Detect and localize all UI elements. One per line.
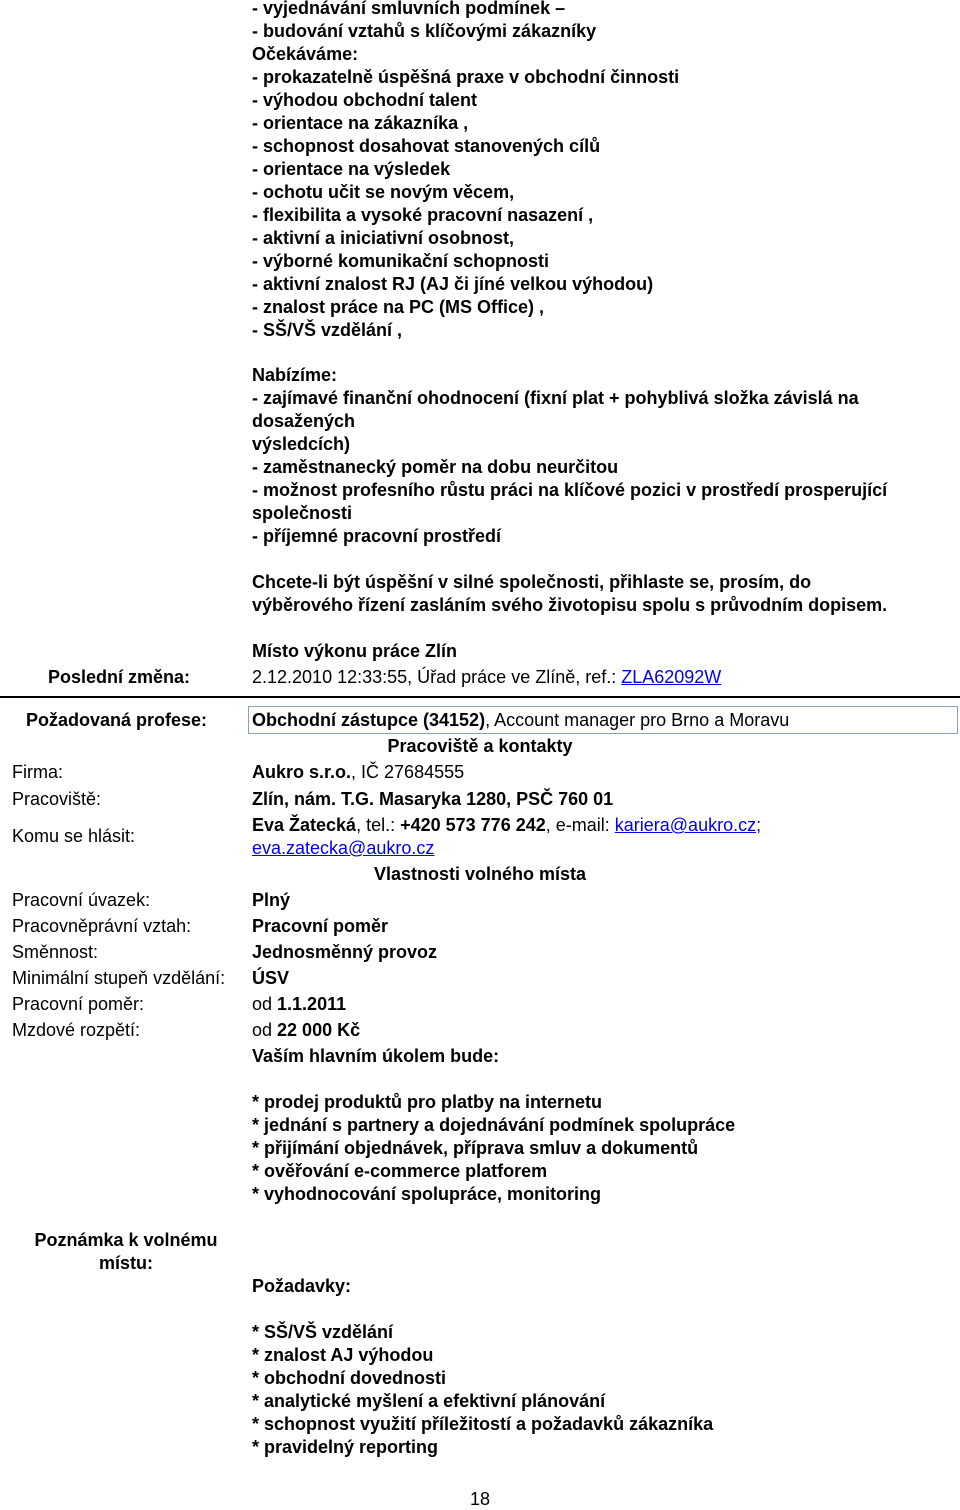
- profession-label: Požadovaná profese:: [26, 710, 208, 730]
- text-line: - aktivní znalost RJ (AJ či jíné velkou výhodou): [252, 274, 654, 294]
- profession-value: [252, 709, 789, 731]
- email-link[interactable]: kariera@aukro.cz;: [614, 815, 762, 835]
- note-label: místu:: [99, 1253, 153, 1273]
- section-heading-properties: Vlastnosti volného místa: [373, 864, 587, 884]
- prop-value: ÚSV: [252, 968, 290, 988]
- requirements-heading: Požadavky:: [252, 1276, 352, 1296]
- task-item: * jednání s partnery a dojednávání podmínek spolupráce: [252, 1115, 736, 1135]
- offer-line: - zaměstnanecký poměr na dobu neurčitou: [252, 457, 619, 477]
- requirement-item: * analytické myšlení a efektivní plánování: [252, 1391, 606, 1411]
- task-item: * prodej produktů pro platby na internetu: [252, 1092, 603, 1112]
- prop-label: Minimální stupeň vzdělání:: [12, 968, 226, 988]
- place-of-work: Místo výkonu práce Zlín: [252, 641, 458, 661]
- task-item: * ověřování e-commerce platforem: [252, 1161, 548, 1181]
- prop-value: Pracovní poměr: [252, 916, 389, 936]
- contact-email-line: [252, 837, 434, 859]
- text-line: - budování vztahů s klíčovými zákazníky: [252, 21, 597, 41]
- contact-tel: +420 573 776 242: [400, 815, 546, 835]
- prop-value: Plný: [252, 890, 291, 910]
- divider: [0, 696, 960, 698]
- prop-label: Pracovněprávní vztah:: [12, 916, 192, 936]
- prop-label: Směnnost:: [12, 942, 99, 962]
- workplace-value: Zlín, nám. T.G. Masaryka 1280, PSČ 760 01: [252, 789, 614, 809]
- task-item: * přijímání objednávek, příprava smluv a dokumentů: [252, 1138, 699, 1158]
- offer-line: výsledcích): [252, 434, 351, 454]
- profession-title: Obchodní zástupce (34152): [252, 710, 486, 730]
- page-number: 18: [470, 1489, 491, 1509]
- text-line: - flexibilita a vysoké pracovní nasazení ,: [252, 205, 594, 225]
- salary-label: Mzdové rozpětí:: [12, 1020, 141, 1040]
- last-change-text: 2.12.2010 12:33:55, Úřad práce ve Zlíně, ref.:: [252, 667, 622, 687]
- text-line: - vyjednávání smluvních podmínek –: [252, 0, 566, 18]
- email-link[interactable]: eva.zatecka@aukro.cz: [252, 838, 435, 858]
- requirement-item: * obchodní dovednosti: [252, 1368, 446, 1388]
- last-change-label: Poslední změna:: [48, 667, 191, 687]
- offer-line: dosažených: [252, 411, 356, 431]
- employment-start-value: [252, 993, 346, 1015]
- offer-line: - možnost profesního růstu práci na klíčové pozici v prostředí prosperující: [252, 480, 888, 500]
- prop-label: Pracovní úvazek:: [12, 890, 151, 910]
- note-label: Poznámka k volnému: [34, 1230, 218, 1250]
- email-label: , e-mail:: [545, 815, 615, 835]
- offer-line: - příjemné pracovní prostředí: [252, 526, 502, 546]
- contact-value: [252, 814, 761, 836]
- requirement-item: * schopnost využití příležitostí a požadavků zákazníka: [252, 1414, 714, 1434]
- company-name: Aukro s.r.o.: [252, 762, 352, 782]
- text-line: - aktivní a iniciativní osobnost,: [252, 228, 515, 248]
- company-id: , IČ 27684555: [351, 762, 465, 782]
- employment-start-label: Pracovní poměr:: [12, 994, 145, 1014]
- company-label: Firma:: [12, 762, 63, 782]
- company-value: [252, 761, 464, 783]
- apply-text: Chcete-li být úspěšní v silné společnosti, přihlaste se, prosím, do: [252, 572, 812, 592]
- workplace-label: Pracoviště:: [12, 789, 102, 809]
- profession-rest: , Account manager pro Brno a Moravu: [485, 710, 790, 730]
- text-line: - výhodou obchodní talent: [252, 90, 477, 110]
- section-heading-workplace: Pracoviště a kontakty: [387, 736, 573, 756]
- prop-value: Jednosměnný provoz: [252, 942, 438, 962]
- task-heading: Vaším hlavním úkolem bude:: [252, 1046, 500, 1066]
- text-line: - prokazatelně úspěšná praxe v obchodní činnosti: [252, 67, 680, 87]
- requirement-item: * znalost AJ výhodou: [252, 1345, 434, 1365]
- offer-line: společnosti: [252, 503, 353, 523]
- contact-label: Komu se hlásit:: [12, 826, 136, 846]
- employment-start-prefix: od: [252, 994, 278, 1014]
- text-line: - výborné komunikační schopnosti: [252, 251, 550, 271]
- last-change-value: [252, 666, 721, 688]
- offer-line: - zajímavé finanční ohodnocení (fixní plat + pohyblivá složka závislá na: [252, 388, 859, 408]
- requirement-item: * SŠ/VŠ vzdělání: [252, 1322, 394, 1342]
- requirement-item: * pravidelný reporting: [252, 1437, 439, 1457]
- text-line: - znalost práce na PC (MS Office) ,: [252, 297, 545, 317]
- text-line: - ochotu učit se novým věcem,: [252, 182, 515, 202]
- offer-heading: Nabízíme:: [252, 365, 338, 385]
- text-line: - orientace na výsledek: [252, 159, 451, 179]
- apply-text: výběrového řízení zasláním svého životopisu spolu s průvodním dopisem.: [252, 595, 888, 615]
- text-line: - orientace na zákazníka ,: [252, 113, 469, 133]
- text-line: - schopnost dosahovat stanovených cílů: [252, 136, 601, 156]
- text-line: - SŠ/VŠ vzdělání ,: [252, 320, 403, 340]
- contact-name: Eva Žatecká: [252, 815, 357, 835]
- tel-label: , tel.:: [356, 815, 401, 835]
- salary-value: [252, 1019, 360, 1041]
- task-item: * vyhodnocování spolupráce, monitoring: [252, 1184, 602, 1204]
- section-heading: Očekáváme:: [252, 44, 359, 64]
- salary-amount: 22 000 Kč: [277, 1020, 361, 1040]
- salary-prefix: od: [252, 1020, 278, 1040]
- ref-link[interactable]: ZLA62092W: [621, 667, 722, 687]
- employment-start-date: 1.1.2011: [277, 994, 347, 1014]
